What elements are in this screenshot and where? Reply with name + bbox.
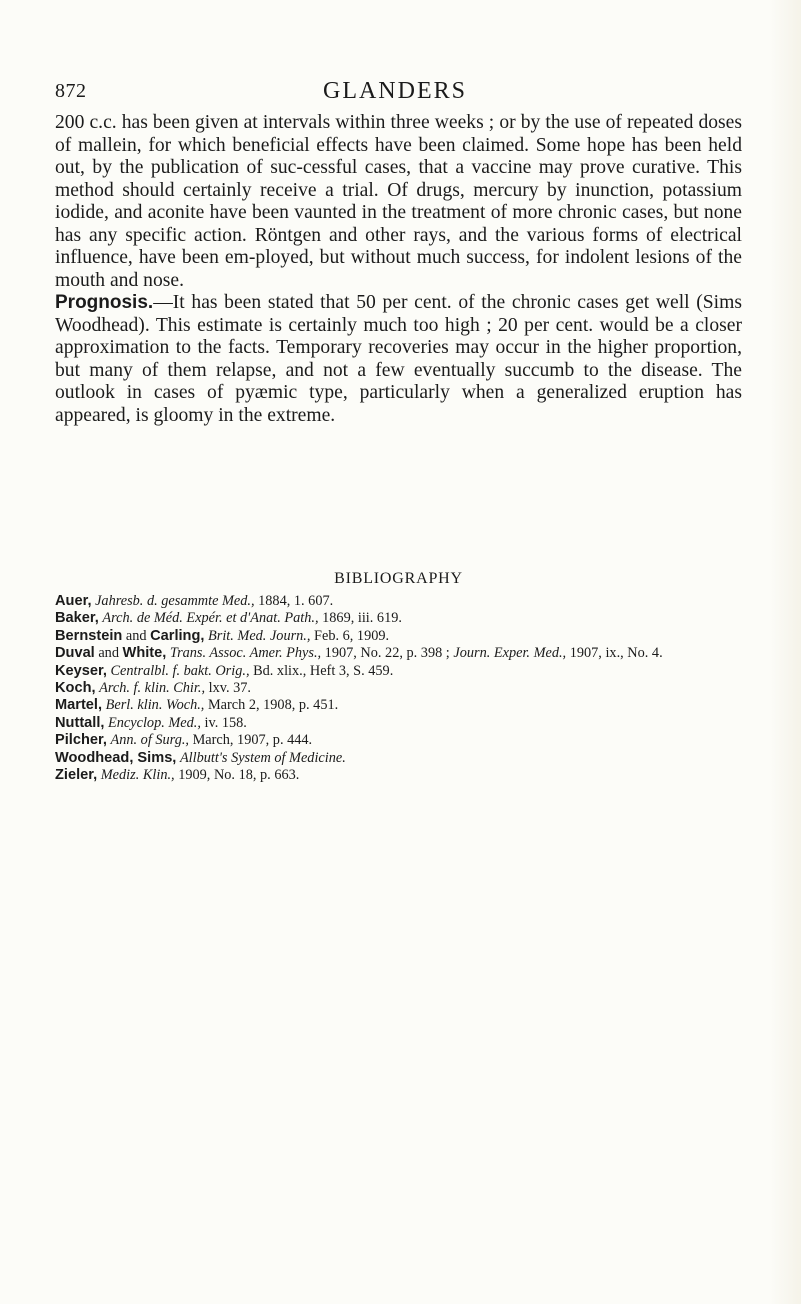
bibliography-heading: BIBLIOGRAPHY — [334, 570, 463, 587]
prognosis-heading: Prognosis. — [55, 292, 154, 313]
entry-author: Bernstein — [55, 627, 123, 644]
bibliography-entry — [55, 750, 745, 767]
entry-author-2: White, — [122, 645, 167, 662]
bibliography-entry — [55, 593, 745, 610]
entry-details: Bd. xlix., Heft 3, S. 459. — [249, 662, 394, 679]
bibliography-entry — [55, 767, 745, 784]
treatment-paragraph: 200 c.c. has been given at intervals within three weeks ; or by the use of repeated doses of mallein, for which beneficial effects have been claimed. Some hope has been held out, by the publication of suc-cessful cases, that a vaccine may prove curative. This method should certainly receive a trial. Of drugs, mercury by inunction, potassium iodide, and aconite have been vaunted in the treatment of more chronic cases, but none has any specific action. Röntgen and other rays, and the various forms of electrical influence, have been em-ployed, but without much success, for indolent lesions of the mouth and nose. — [55, 112, 742, 291]
entry-journal: Brit. Med. Journ., — [208, 627, 311, 644]
running-head — [55, 78, 735, 106]
entry-details: 1907, No. 22, p. 398 ; — [321, 645, 450, 662]
entry-author: Baker, — [55, 610, 99, 627]
entry-details-2: 1907, ix., No. 4. — [566, 645, 663, 662]
bibliography-entry — [55, 715, 745, 732]
entry-author: Keyser, — [55, 662, 107, 679]
entry-author: Auer, — [55, 593, 92, 609]
entry-details: March 2, 1908, p. 451. — [204, 697, 339, 714]
bibliography-entry — [55, 680, 745, 697]
bibliography-entry — [55, 663, 745, 680]
bibliography-list — [55, 593, 745, 784]
entry-journal: Encyclop. Med., — [108, 714, 201, 731]
entry-journal: Jahresb. d. gesammte Med., — [95, 593, 255, 609]
entry-details: 1909, No. 18, p. 663. — [174, 767, 300, 784]
entry-journal: Berl. klin. Woch., — [105, 697, 205, 714]
entry-author: Koch, — [55, 680, 96, 697]
entry-journal: Allbutt's System of Medicine. — [179, 749, 346, 766]
bibliography-entry — [55, 732, 745, 749]
body-text — [55, 112, 742, 427]
entry-journal: Centralbl. f. bakt. Orig., — [110, 662, 250, 679]
prognosis-text: —It has been stated that 50 per cent. of the chronic cases get well (Sims Woodhead). This estimate is certainly much too high ; 20 per cent. would be a closer approximation to the facts. Temporary recoveries may occur in the higher proportion, but many of them relapse, and not a few eventually succumb to the disease. The outlook in cases of pyæmic type, particularly when a generalized eruption has appeared, is gloomy in the extreme. — [55, 292, 742, 426]
bibliography-entry — [55, 628, 745, 645]
entry-conjunction: and — [122, 627, 151, 644]
bibliography-entry — [55, 697, 745, 714]
entry-conjunction: and — [94, 645, 123, 662]
entry-details: lxv. 37. — [205, 680, 251, 697]
entry-details: March, 1907, p. 444. — [189, 732, 313, 749]
entry-journal-2: Journ. Exper. Med., — [453, 645, 567, 662]
entry-journal: Trans. Assoc. Amer. Phys., — [169, 645, 322, 662]
entry-author: Pilcher, — [55, 732, 107, 749]
page-title: GLANDERS — [322, 78, 467, 104]
entry-author: Woodhead, Sims, — [55, 749, 177, 766]
bibliography-entry — [55, 645, 745, 662]
entry-author: Martel, — [55, 697, 103, 714]
entry-details: Feb. 6, 1909. — [310, 627, 390, 644]
entry-journal: Mediz. Klin., — [100, 767, 175, 784]
entry-author: Zieler, — [55, 767, 98, 784]
entry-details: 1884, 1. 607. — [254, 593, 334, 609]
entry-author-2: Carling, — [150, 627, 205, 644]
entry-details: 1869, iii. 619. — [318, 610, 402, 627]
entry-author: Nuttall, — [55, 714, 105, 731]
entry-details: iv. 158. — [200, 714, 247, 731]
entry-author: Duval — [55, 645, 95, 662]
entry-journal: Ann. of Surg., — [110, 732, 190, 749]
bibliography-entry — [55, 610, 745, 627]
entry-journal: Arch. de Méd. Expér. et d'Anat. Path., — [102, 610, 319, 627]
page-number: 872 — [55, 80, 87, 102]
entry-journal: Arch. f. klin. Chir., — [99, 680, 206, 697]
prognosis-paragraph — [55, 292, 742, 427]
